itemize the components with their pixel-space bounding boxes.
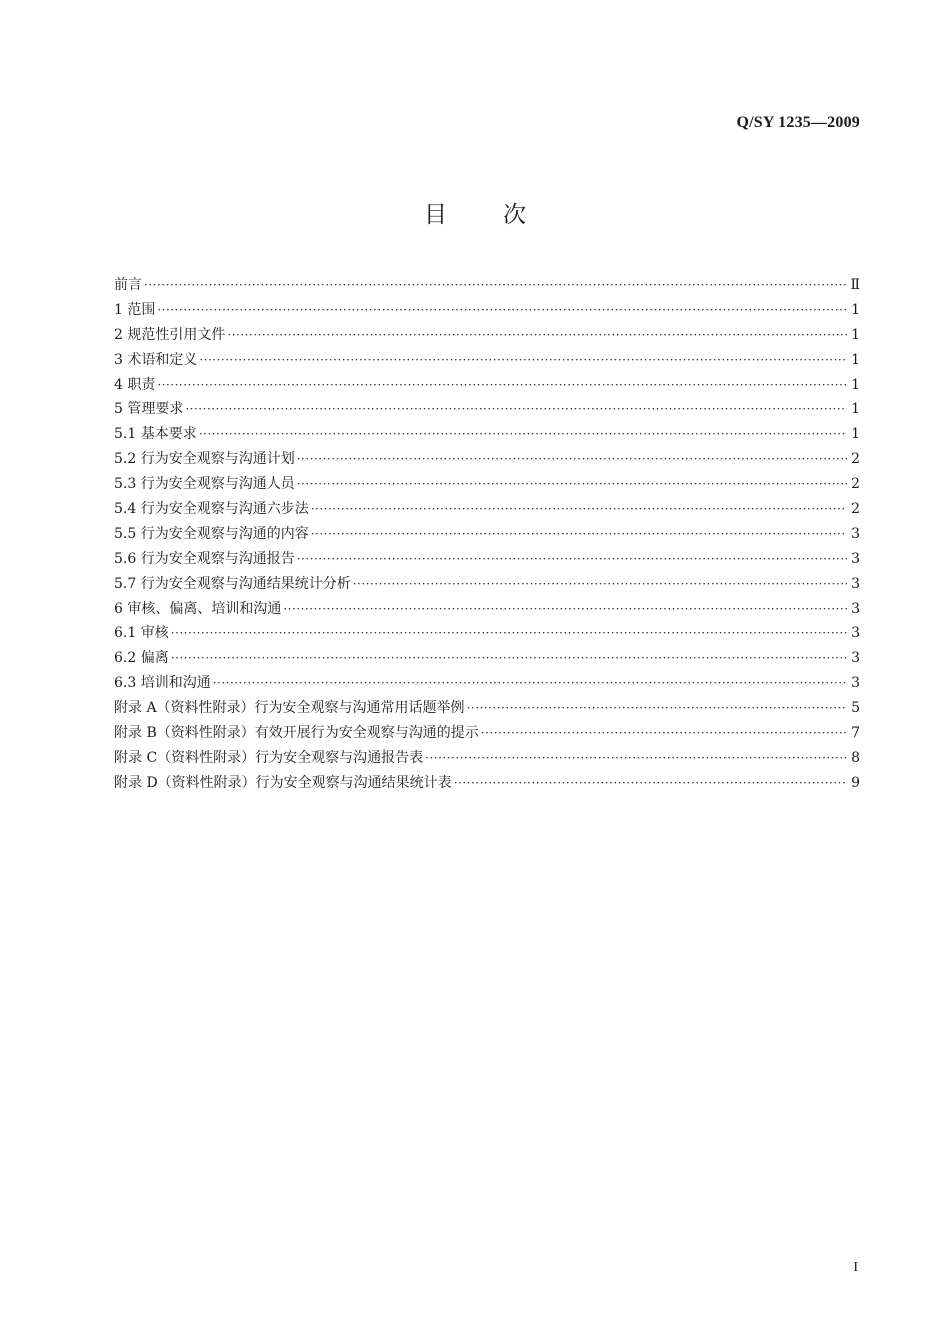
toc-entry[interactable] bbox=[114, 323, 860, 348]
toc-entry[interactable] bbox=[114, 671, 860, 696]
toc-entry-label: 5 管理要求 bbox=[114, 401, 184, 418]
toc-leader-dots bbox=[353, 572, 847, 597]
toc-entry-label: 3 术语和定义 bbox=[114, 351, 198, 368]
title-char-2: 次 bbox=[503, 202, 526, 228]
toc-entry-page: 3 bbox=[851, 675, 860, 692]
toc-leader-dots bbox=[157, 373, 847, 398]
toc-entry[interactable] bbox=[114, 298, 860, 323]
toc-entry-page: 2 bbox=[851, 476, 860, 493]
toc-entry-label: 5.6 行为安全观察与沟通报告 bbox=[114, 550, 295, 567]
toc-entry-page: 3 bbox=[851, 625, 860, 642]
toc-entry-page: Ⅱ bbox=[850, 277, 860, 293]
toc-entry[interactable] bbox=[114, 771, 860, 796]
toc-entry-label: 4 职责 bbox=[114, 376, 156, 393]
toc-entry[interactable] bbox=[114, 547, 860, 572]
toc-entry[interactable] bbox=[114, 572, 860, 597]
toc-entry[interactable] bbox=[114, 422, 860, 447]
toc-entry-label: 5.3 行为安全观察与沟通人员 bbox=[114, 476, 295, 493]
toc-entry-label: 6 审核、偏离、培训和沟通 bbox=[114, 600, 282, 617]
toc-leader-dots bbox=[185, 397, 847, 422]
toc-leader-dots bbox=[283, 597, 847, 622]
page-number: I bbox=[853, 1260, 858, 1275]
toc-leader-dots bbox=[297, 447, 847, 472]
toc-leader-dots bbox=[467, 696, 847, 721]
toc-entry-page: 2 bbox=[851, 501, 860, 518]
toc-entry[interactable] bbox=[114, 746, 860, 771]
toc-entry[interactable] bbox=[114, 646, 860, 671]
toc-leader-dots bbox=[227, 323, 847, 348]
toc-entry[interactable] bbox=[114, 522, 860, 547]
toc-leader-dots bbox=[199, 348, 847, 373]
toc-entry-page: 3 bbox=[851, 650, 860, 667]
toc-entry-label: 附录 A（资料性附录）行为安全观察与沟通常用话题举例 bbox=[114, 700, 465, 717]
toc-entry-label: 5.5 行为安全观察与沟通的内容 bbox=[114, 525, 309, 542]
toc-entry-page: 1 bbox=[851, 426, 860, 443]
toc-leader-dots bbox=[157, 298, 847, 323]
toc-leader-dots bbox=[199, 422, 847, 447]
toc-entry-label: 5.1 基本要求 bbox=[114, 426, 197, 443]
toc-entry[interactable] bbox=[114, 721, 860, 746]
toc-entry[interactable] bbox=[114, 273, 860, 298]
toc-entry-label: 5.2 行为安全观察与沟通计划 bbox=[114, 451, 295, 468]
toc-entry-page: 1 bbox=[851, 326, 860, 343]
toc-entry-page: 1 bbox=[851, 376, 860, 393]
toc-entry[interactable] bbox=[114, 597, 860, 622]
table-of-contents bbox=[114, 273, 860, 796]
title-char-1: 目 bbox=[424, 202, 447, 228]
toc-entry-page: 3 bbox=[851, 550, 860, 567]
toc-entry-label: 附录 D（资料性附录）行为安全观察与沟通结果统计表 bbox=[114, 774, 452, 791]
toc-entry-label: 6.1 审核 bbox=[114, 625, 169, 642]
toc-entry-page: 3 bbox=[851, 600, 860, 617]
toc-entry-label: 前言 bbox=[114, 277, 142, 293]
toc-leader-dots bbox=[171, 646, 847, 671]
toc-leader-dots bbox=[213, 671, 847, 696]
toc-entry-page: 3 bbox=[851, 525, 860, 542]
toc-leader-dots bbox=[311, 497, 847, 522]
toc-entry-label: 6.3 培训和沟通 bbox=[114, 675, 211, 692]
toc-leader-dots bbox=[171, 621, 847, 646]
toc-entry[interactable] bbox=[114, 696, 860, 721]
toc-entry[interactable] bbox=[114, 497, 860, 522]
standard-code: Q/SY 1235—2009 bbox=[736, 114, 860, 131]
toc-entry-label: 附录 C（资料性附录）行为安全观察与沟通报告表 bbox=[114, 749, 424, 766]
toc-entry-label: 5.7 行为安全观察与沟通结果统计分析 bbox=[114, 575, 351, 592]
toc-entry[interactable] bbox=[114, 472, 860, 497]
toc-entry-page: 1 bbox=[851, 351, 860, 368]
toc-entry-page: 5 bbox=[851, 700, 860, 717]
toc-leader-dots bbox=[425, 746, 847, 771]
toc-leader-dots bbox=[311, 522, 847, 547]
toc-entry-page: 1 bbox=[851, 401, 860, 418]
page-title bbox=[0, 196, 950, 229]
toc-entry-page: 7 bbox=[851, 725, 860, 742]
toc-entry[interactable] bbox=[114, 621, 860, 646]
toc-entry-page: 3 bbox=[851, 575, 860, 592]
toc-entry[interactable] bbox=[114, 373, 860, 398]
toc-leader-dots bbox=[297, 472, 847, 497]
toc-entry-label: 1 范围 bbox=[114, 301, 156, 318]
toc-leader-dots bbox=[481, 721, 847, 746]
toc-entry-page: 1 bbox=[851, 301, 860, 318]
toc-entry-page: 8 bbox=[851, 749, 860, 766]
toc-entry-label: 5.4 行为安全观察与沟通六步法 bbox=[114, 501, 309, 518]
toc-entry[interactable] bbox=[114, 348, 860, 373]
toc-entry-label: 附录 B（资料性附录）有效开展行为安全观察与沟通的提示 bbox=[114, 725, 479, 742]
toc-leader-dots bbox=[454, 771, 847, 796]
toc-leader-dots bbox=[144, 273, 847, 298]
toc-entry-label: 6.2 偏离 bbox=[114, 650, 169, 667]
toc-entry-page: 2 bbox=[851, 451, 860, 468]
toc-leader-dots bbox=[297, 547, 847, 572]
toc-entry-page: 9 bbox=[851, 774, 860, 791]
toc-entry[interactable] bbox=[114, 397, 860, 422]
toc-entry-label: 2 规范性引用文件 bbox=[114, 326, 226, 343]
toc-entry[interactable] bbox=[114, 447, 860, 472]
